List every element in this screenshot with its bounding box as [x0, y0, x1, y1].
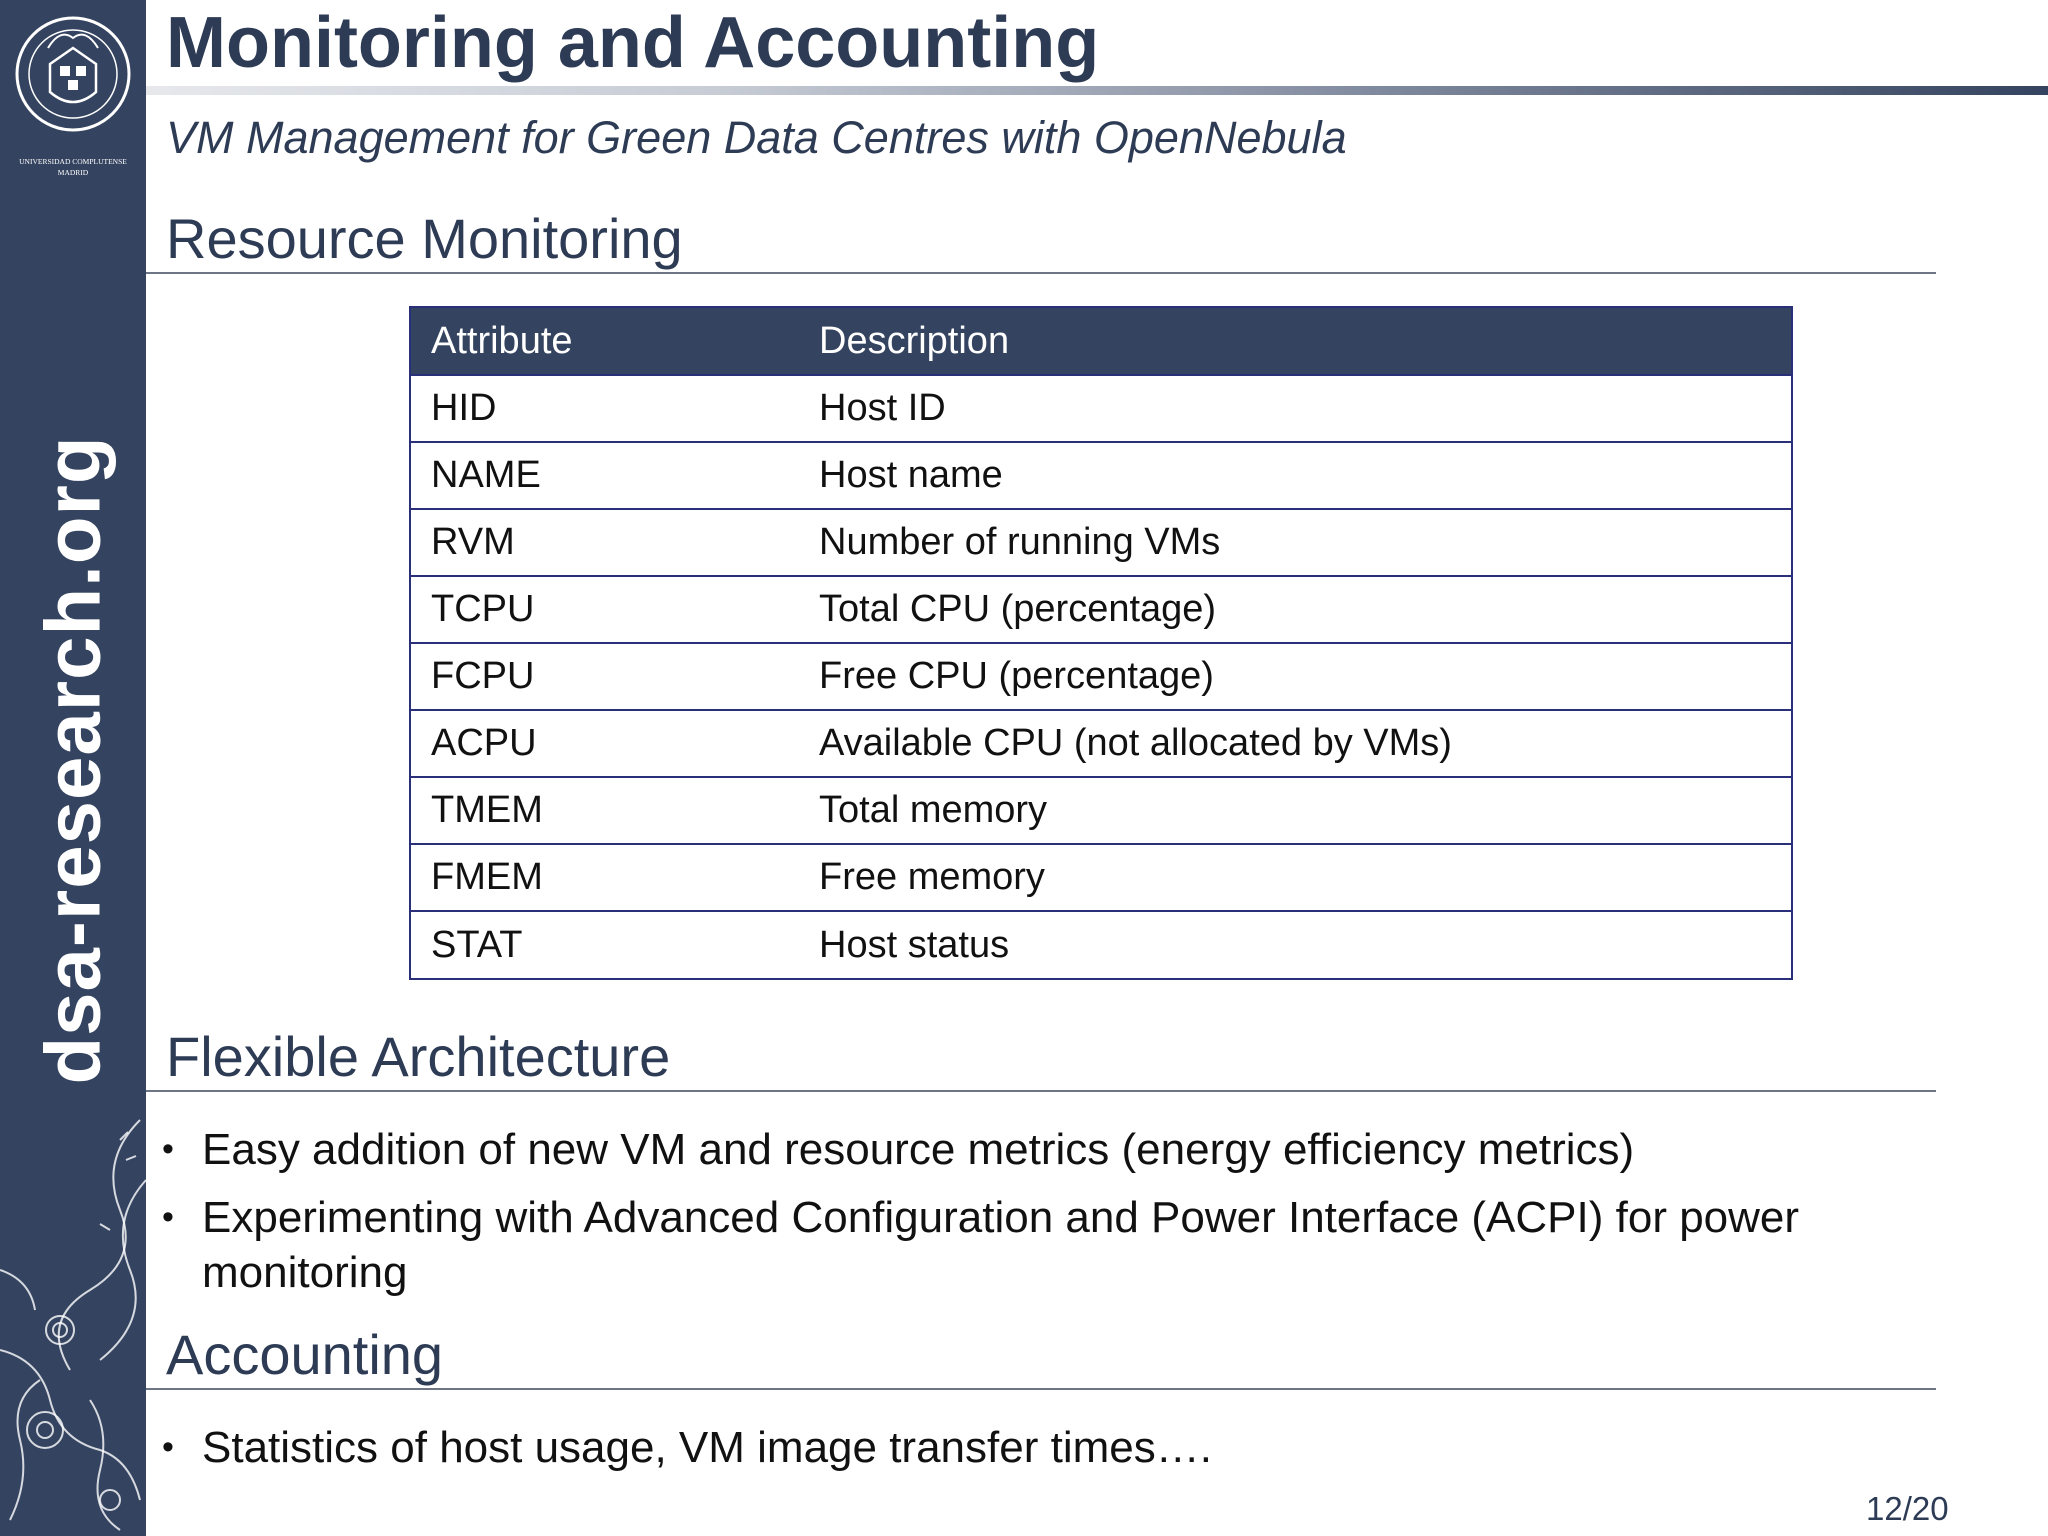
- list-item-text: Statistics of host usage, VM image transfer times….: [202, 1423, 1212, 1472]
- bullet-icon: •: [162, 1428, 174, 1466]
- table-cell-description: Total memory: [799, 777, 1791, 844]
- list-item-text: Easy addition of new VM and resource metrics (energy efficiency metrics): [202, 1125, 1635, 1174]
- attribute-table: [409, 306, 1793, 980]
- title-divider: [146, 86, 2048, 95]
- flexible-architecture-list: [160, 1122, 1940, 1313]
- accounting-list: [160, 1420, 1940, 1488]
- table-header-description: Description: [799, 308, 1791, 375]
- section-heading-flexible-architecture: Flexible Architecture: [166, 1025, 671, 1088]
- table-cell-description: Host ID: [799, 375, 1791, 442]
- page-title: Monitoring and Accounting: [166, 3, 1100, 83]
- section-divider: [146, 1388, 1936, 1390]
- university-city: MADRID: [57, 168, 89, 177]
- decorative-swirls: [0, 1100, 146, 1536]
- brand-vertical-text: dsa-research.org: [28, 435, 117, 1085]
- university-name: UNIVERSIDAD COMPLUTENSE: [19, 157, 127, 166]
- table-row: [411, 844, 1791, 911]
- table-row: [411, 911, 1791, 978]
- section-heading-resource-monitoring: Resource Monitoring: [166, 207, 683, 270]
- table-cell-description: Number of running VMs: [799, 509, 1791, 576]
- table-header-attribute: Attribute: [411, 308, 799, 375]
- table-cell-description: Free memory: [799, 844, 1791, 911]
- table-cell-attribute: HID: [411, 375, 799, 442]
- bullet-icon: •: [162, 1130, 174, 1168]
- table-row: [411, 643, 1791, 710]
- table-cell-description: Host name: [799, 442, 1791, 509]
- page-subtitle: VM Management for Green Data Centres with OpenNebula: [166, 112, 1347, 163]
- table-cell-attribute: FCPU: [411, 643, 799, 710]
- university-seal-logo: [10, 8, 136, 188]
- list-item: [160, 1190, 1940, 1300]
- table-row: [411, 442, 1791, 509]
- table-cell-description: Free CPU (percentage): [799, 643, 1791, 710]
- table-cell-attribute: TCPU: [411, 576, 799, 643]
- list-item: [160, 1122, 1940, 1177]
- list-item-text: Experimenting with Advanced Configuration and Power Interface (ACPI) for power monitoring: [202, 1193, 1800, 1297]
- sidebar: [0, 0, 146, 1536]
- page-number: 12/20: [1866, 1490, 1949, 1527]
- table-cell-description: Available CPU (not allocated by VMs): [799, 710, 1791, 777]
- table-cell-description: Host status: [819, 923, 1010, 966]
- table-row: [411, 710, 1791, 777]
- table-cell-attribute: FMEM: [411, 844, 799, 911]
- list-item: [160, 1420, 1940, 1475]
- table-row: [411, 777, 1791, 844]
- section-heading-accounting: Accounting: [166, 1323, 444, 1386]
- section-divider: [146, 1090, 1936, 1092]
- table-cell-attribute: NAME: [411, 442, 799, 509]
- table-cell-attribute: STAT: [431, 923, 523, 966]
- table-cell-attribute: RVM: [411, 509, 799, 576]
- table-cell-attribute: TMEM: [411, 777, 799, 844]
- table-row: [411, 576, 1791, 643]
- bullet-icon: •: [162, 1198, 174, 1236]
- table-header-row: [411, 308, 1791, 375]
- table-cell-description: Total CPU (percentage): [799, 576, 1791, 643]
- table-row: [411, 375, 1791, 442]
- section-divider: [146, 272, 1936, 274]
- table-cell-attribute: ACPU: [411, 710, 799, 777]
- table-row: [411, 509, 1791, 576]
